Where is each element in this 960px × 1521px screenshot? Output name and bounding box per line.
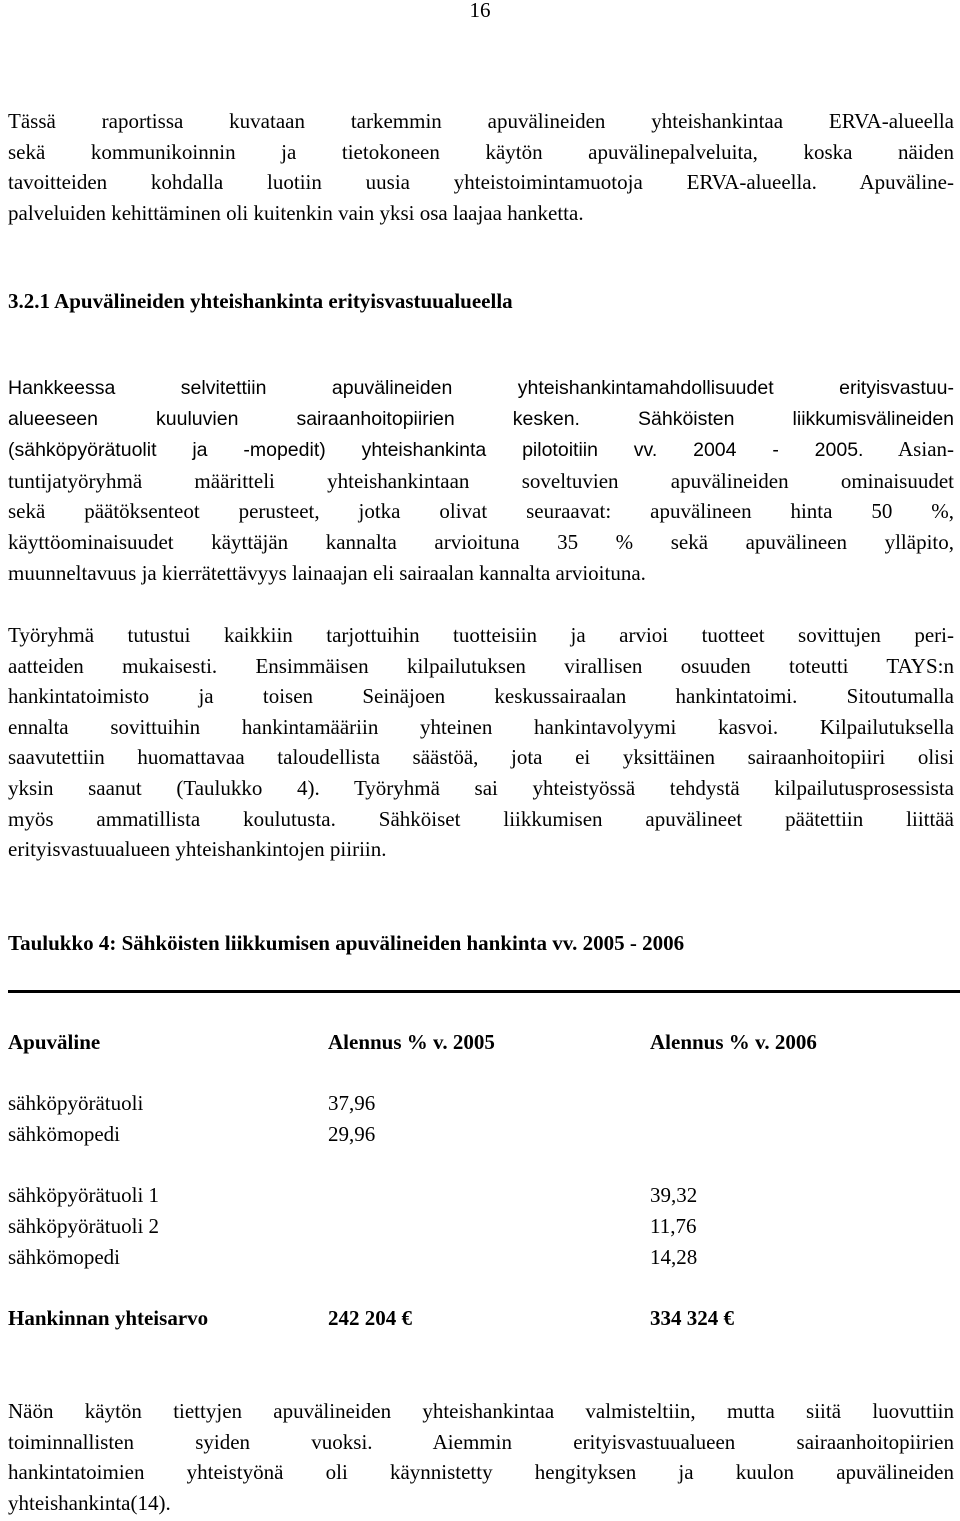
table-row-value-2006: 11,76: [650, 1214, 697, 1238]
table-row-value-2006: 39,32: [650, 1183, 698, 1207]
table-total-2005: 242 204 €: [328, 1306, 412, 1330]
table-row-value-2005: 37,96: [328, 1091, 376, 1115]
table-row-item: sähköpyörätuoli: [8, 1091, 144, 1115]
paragraph-line: [8, 434, 954, 466]
page-number: 16: [469, 0, 491, 22]
table-row-value-2006: 14,28: [650, 1245, 698, 1269]
section-heading: 3.2.1 Apuvälineiden yhteishankinta erityisvastuualueella: [8, 289, 513, 313]
paragraph-line: saavutettiin huomattavaa taloudellista säästöä, jota ei yksittäinen sairaanhoitopiiri olisi: [8, 745, 954, 770]
paragraph-fragment: Asian-: [898, 437, 955, 462]
paragraph-line: myös ammatillista koulutusta. Sähköiset liikkumisen apuvälineet päätettiin liittää: [8, 806, 954, 831]
paragraph-line: [8, 404, 954, 435]
paragraph-line: tuntijatyöryhmä määritteli yhteishankintaan soveltuvien apuvälineiden ominaisuudet: [8, 468, 954, 493]
paragraph-line: muunneltavuus ja kierrätettävyys lainaajan eli sairaalan kannalta arvioituna.: [8, 560, 646, 585]
paragraph-fragment: (sähköpyörätuolit ja -mopedit) yhteishankinta pilotoitiin vv. 2004 - 2005.: [8, 439, 864, 462]
paragraph-line: hankintatoimien yhteistyönä oli käynnistetty hengityksen ja kuulon apuvälineiden: [8, 1460, 954, 1485]
intro-paragraph: [8, 106, 954, 228]
table-header-item: Apuväline: [8, 1030, 101, 1054]
intro-line: Tässä raportissa kuvataan tarkemmin apuvälineiden yhteishankintaa ERVA-alueella: [8, 109, 954, 133]
table-row-item: sähköpyörätuoli 1: [8, 1183, 160, 1207]
project-paragraph: [8, 373, 954, 588]
table-row-item: sähkömopedi: [8, 1245, 120, 1269]
paragraph-line: yksin saanut (Taulukko 4). Työryhmä sai yhteistyössä tehdystä kilpailutusprosessista: [8, 775, 954, 800]
paragraph-line: sekä päätöksenteot perusteet, jotka olivat seuraavat: apuvälineen hinta 50 %,: [8, 499, 954, 524]
table-total-label: Hankinnan yhteisarvo: [8, 1306, 209, 1330]
table-row-value-2005: 29,96: [328, 1122, 376, 1146]
paragraph-line: yhteishankinta(14).: [8, 1490, 171, 1515]
table-header-2005: Alennus % v. 2005: [328, 1030, 495, 1054]
paragraph-line: käyttöominaisuudet käyttäjän kannalta arvioituna 35 % sekä apuvälineen ylläpito,: [8, 529, 954, 554]
table-row-item: sähköpyörätuoli 2: [8, 1214, 160, 1238]
paragraph-line: toiminnallisten syiden vuoksi. Aiemmin erityisvastuualueen sairaanhoitopiirien: [8, 1429, 954, 1454]
workgroup-paragraph: [8, 620, 954, 865]
paragraph-line: Työryhmä tutustui kaikkiin tarjottuihin tuotteisiin ja arvioi tuotteet sovittujen peri-: [8, 623, 954, 647]
paragraph-line: erityisvastuualueen yhteishankintojen piiriin.: [8, 837, 387, 862]
paragraph-fragment: alueeseen kuuluvien sairaanhoitopiirien kesken.: [8, 407, 580, 430]
paragraph-line: Hankkeessa selvitettiin apuvälineiden yhteishankintamahdollisuudet erityisvastuu-: [8, 377, 954, 399]
paragraph-line: aatteiden mukaisesti. Ensimmäisen kilpailutuksen virallisen osuuden toteutti TAYS:n: [8, 653, 954, 678]
table-row-item: sähkömopedi: [8, 1122, 120, 1146]
table-caption: Taulukko 4: Sähköisten liikkumisen apuvälineiden hankinta vv. 2005 - 2006: [8, 931, 685, 955]
closing-paragraph: [8, 1396, 954, 1518]
intro-line: sekä kommunikoinnin ja tietokoneen käytön apuvälinepalveluita, koska näiden: [8, 139, 954, 164]
table-header-2006: Alennus % v. 2006: [650, 1030, 817, 1054]
paragraph-fragment: Sähköisten liikkumisvälineiden: [638, 407, 955, 430]
paragraph-line: hankintatoimisto ja toisen Seinäjoen keskussairaalan hankintatoimi. Sitoutumalla: [8, 684, 954, 709]
table-total-2006: 334 324 €: [650, 1306, 734, 1330]
paragraph-line: ennalta sovittuihin hankintamääriin yhteinen hankintavolyymi kasvoi. Kilpailutuksella: [8, 714, 954, 739]
intro-line: palveluiden kehittäminen oli kuitenkin vain yksi osa laajaa hanketta.: [8, 200, 584, 225]
table-top-rule: [8, 990, 960, 993]
intro-line: tavoitteiden kohdalla luotiin uusia yhteistoimintamuotoja ERVA-alueella. Apuväline-: [8, 170, 954, 195]
paragraph-line: Näön käytön tiettyjen apuvälineiden yhteishankintaa valmisteltiin, mutta siitä luovuttiin: [8, 1399, 954, 1423]
